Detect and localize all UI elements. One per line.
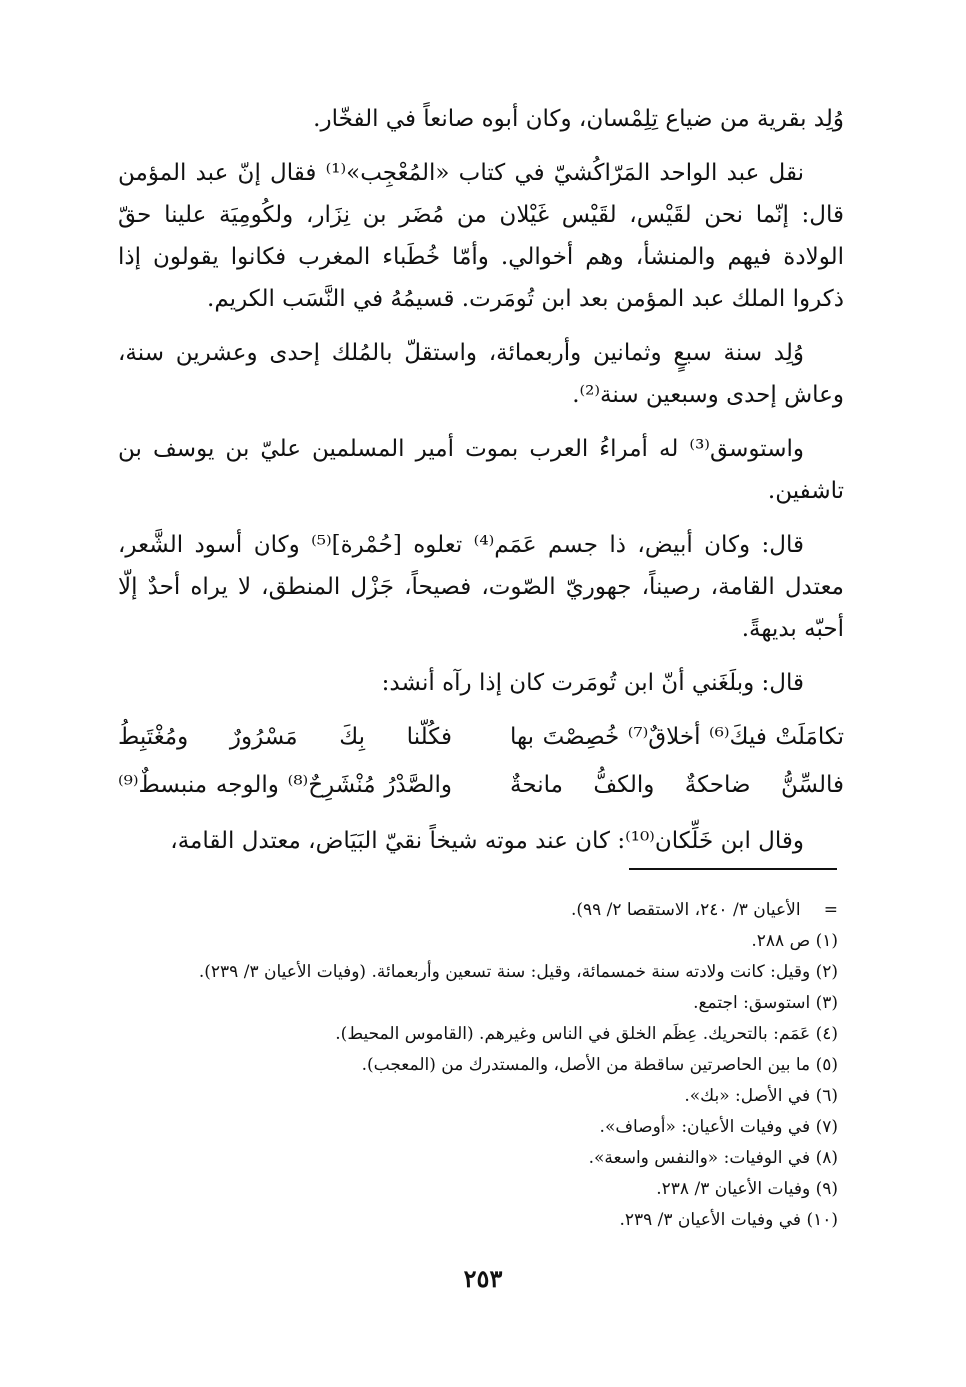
verse-second-hemistich: والصَّدْرُ مُنْشَرِحٌ⁽⁸⁾ والوجه منبسطٌ⁽⁹⁾ — [118, 772, 452, 798]
verse-line — [118, 716, 844, 758]
verse-first-hemistich: تكامَلَتْ فيكَ⁽⁶⁾ أخلاقٌ⁽⁷⁾ خُصِصْتَ بها — [510, 724, 844, 750]
paragraph: وُلِد سنة سبعٍ وثمانين وأربعمائة، واستقلّ بالمُلك إحدى وعشرين سنة، وعاش إحدى وسبعين سنة⁽²⁾. — [118, 340, 844, 408]
paragraph: قال: وكان أبيض، ذا جسم عَمَم⁽⁴⁾ تعلوه [حُمْرة]⁽⁵⁾ وكان أسود الشَّعر، معتدل القامة، رصيناً، جهوريّ الصّوت، فصيحاً، جَزْل المنطق، لا يراه أحدٌ إلّا أحبّه بديهةً. — [118, 532, 844, 642]
footnote-text: ص ٢٨٨. — [751, 931, 811, 951]
paragraph: واستوسق⁽³⁾ له أمراءُ العرب بموت أمير المسلمين عليّ بن يوسف بن تاشفين. — [118, 436, 844, 504]
footnote — [118, 895, 838, 926]
verse-first-hemistich: فالسِّنُّ ضاحكةٌ والكفُّ مانحةٌ — [510, 772, 844, 798]
footnote-marker: (١٠) — [806, 1210, 838, 1230]
footnote-text: في الوفيات: «والنفس واسعة». — [588, 1148, 811, 1168]
poem — [118, 716, 844, 806]
footnote — [118, 957, 838, 988]
footnote — [118, 1174, 838, 1205]
verse-line — [118, 764, 844, 806]
footnote-text: في وفيات الأعيان ٣/ ٢٣٩. — [619, 1210, 802, 1230]
footnote — [118, 1019, 838, 1050]
paragraph: نقل عبد الواحد المَرّاكُشيّ في كتاب «المُعْجِب»⁽¹⁾ فقال إنّ عبد المؤمن قال: إنّما نحن لقَيْس، لقَيْس غَيْلان من مُضَر بن نِزَار، ولكُومِيَة علينا حقّ الولادة فيهم والمنشأ، وهم أخوالي. وأمّا خُطَباء المغرب فكانوا يقولون إذا ذكروا الملك عبد المؤمن بعد ابن تُومَرت. قسيمُهُ في النَّسَب الكريم. — [118, 160, 844, 312]
footnote-marker: (٨) — [815, 1148, 838, 1168]
footnote-marker: (٥) — [815, 1055, 838, 1075]
footnote-marker: (٩) — [815, 1179, 838, 1199]
footnote-text: في الأصل: «بك». — [684, 1086, 811, 1106]
paragraph: وقال ابن خَلِّكان⁽¹⁰⁾: كان عند موته شيخاً نقيّ البَيَاض، معتدل القامة، — [170, 828, 804, 854]
footnote-text: وقيل: كانت ولادته سنة خمسمائة، وقيل: سنة تسعين وأربعمائة. (وفيات الأعيان ٣/ ٢٣٩). — [198, 962, 811, 982]
footnote-marker: (٢) — [815, 962, 838, 982]
footnote — [118, 1112, 838, 1143]
page-number: ٢٥٣ — [463, 1264, 503, 1293]
footnotes — [118, 895, 838, 1236]
footnote-text: عَمَم: بالتحريك. عِظَم الخلق في الناس وغيرهم. (القاموس المحيط). — [335, 1024, 811, 1044]
footnote-text: في وفيات الأعيان: «أوصاف». — [599, 1117, 811, 1137]
footnote — [118, 1050, 838, 1081]
footnote-marker: (٧) — [815, 1117, 838, 1137]
paragraph: وُلِد بقرية من ضياع تِلِمْسان، وكان أبوه صانعاً في الفخّار. — [313, 106, 844, 132]
verse-second-hemistich: فكُلّنا بِكَ مَسْرُورٌ ومُغْتَبِطُ — [118, 724, 452, 750]
paragraph: قال: وبلَغَني أنّ ابن تُومَرت كان إذا رآه أنشد: — [381, 670, 804, 696]
footnote — [118, 988, 838, 1019]
footnote — [118, 1205, 838, 1236]
footnote-text: وفيات الأعيان ٣/ ٢٣٨. — [656, 1179, 811, 1199]
main-text — [118, 98, 844, 874]
footnote-marker: (٣) — [815, 993, 838, 1013]
footnote-text: ما بين الحاصرتين ساقطة من الأصل، والمستدرك من (المعجب). — [361, 1055, 811, 1075]
footnote-marker: (١) — [815, 931, 838, 951]
footnote-text: استوسق: اجتمع. — [693, 993, 811, 1013]
footnote — [118, 1081, 838, 1112]
footnote-marker: (٤) — [815, 1024, 838, 1044]
footnote — [118, 926, 838, 957]
footnote-marker: (٦) — [815, 1086, 838, 1106]
footnote-text: الأعيان ٣/ ٢٤٠، الاستقصا ٢/ ٩٩). — [570, 900, 801, 920]
footnote-marker: = — [823, 900, 838, 920]
footnote-separator — [629, 868, 837, 870]
footnote — [118, 1143, 838, 1174]
